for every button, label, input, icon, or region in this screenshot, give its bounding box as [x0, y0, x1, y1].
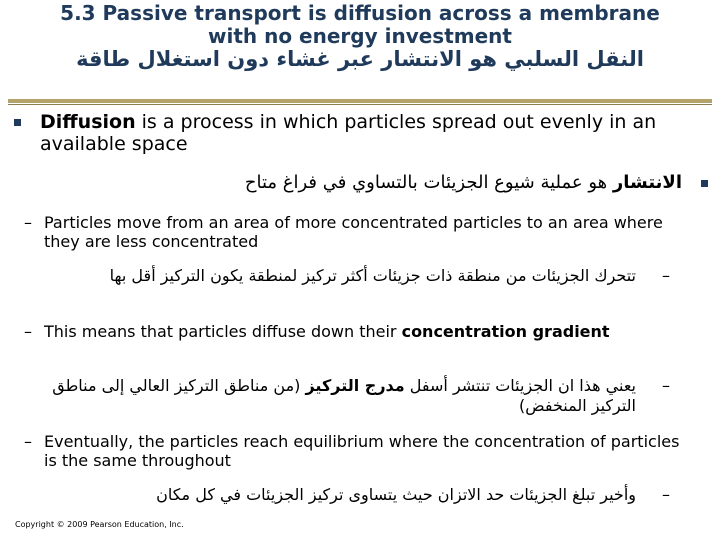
term-diffusion: Diffusion [40, 111, 136, 133]
sub-bullet-2-ar [16, 376, 670, 416]
sub-bullet-3-ar [16, 485, 670, 505]
sub-bullet-2-en [24, 322, 684, 341]
bullet-diffusion-ar-text: هو عملية شيوع الجزيئات بالتساوي في فراغ متاح [244, 172, 613, 193]
sub-bullet-2-ar-post: (من مناطق التركيز العالي إلى مناطق التركيز المنخفض) [52, 376, 636, 415]
title-divider-thin [8, 104, 712, 105]
slide-title [0, 2, 720, 71]
sub-bullet-1-en [24, 213, 684, 251]
title-line-arabic: النقل السلبي هو الانتشار عبر غشاء دون استغلال طاقة [76, 47, 644, 71]
title-line-1: 5.3 Passive transport is diffusion across a membrane [60, 1, 660, 25]
term-concentration-gradient: concentration gradient [401, 322, 610, 341]
square-bullet-icon [14, 119, 21, 126]
title-line-2: with no energy investment [208, 24, 512, 48]
dash-marker: – [662, 485, 670, 504]
term-concentration-gradient-ar: مدرج التركيز [305, 376, 405, 395]
bullet-diffusion-ar [108, 171, 708, 195]
dash-marker: – [24, 432, 32, 451]
sub-bullet-3-en [24, 432, 684, 470]
sub-bullet-2-en-text: This means that particles diffuse down their [44, 322, 402, 341]
dash-marker: – [24, 322, 32, 341]
sub-bullet-1-ar-text: تتحرك الجزيئات من منطقة ذات جزيئات أكثر تركيز لمنطقة يكون التركيز أقل بها [109, 266, 636, 285]
bullet-diffusion-text: is a process in which particles spread out evenly in an available space [40, 111, 657, 155]
dash-marker: – [24, 213, 32, 232]
title-divider [8, 99, 712, 103]
sub-bullet-1-ar [16, 266, 670, 286]
bullet-diffusion-en [14, 111, 704, 155]
copyright-notice: Copyright © 2009 Pearson Education, Inc. [15, 520, 184, 529]
sub-bullet-3-ar-text: وأخير تبلغ الجزيئات حد الاتزان حيث يتساوى تركيز الجزيئات في كل مكان [156, 485, 636, 504]
dash-marker: – [662, 376, 670, 395]
sub-bullet-3-en-text: Eventually, the particles reach equilibrium where the concentration of particles is the same throughout [44, 432, 680, 470]
square-bullet-icon [701, 180, 708, 187]
term-diffusion-ar: الانتشار [612, 172, 682, 193]
sub-bullet-2-ar-pre: يعني هذا ان الجزيئات تنتشر أسفل [404, 376, 636, 395]
dash-marker: – [662, 266, 670, 285]
sub-bullet-1-en-text: Particles move from an area of more concentrated particles to an area where they are less concentrated [44, 213, 663, 251]
